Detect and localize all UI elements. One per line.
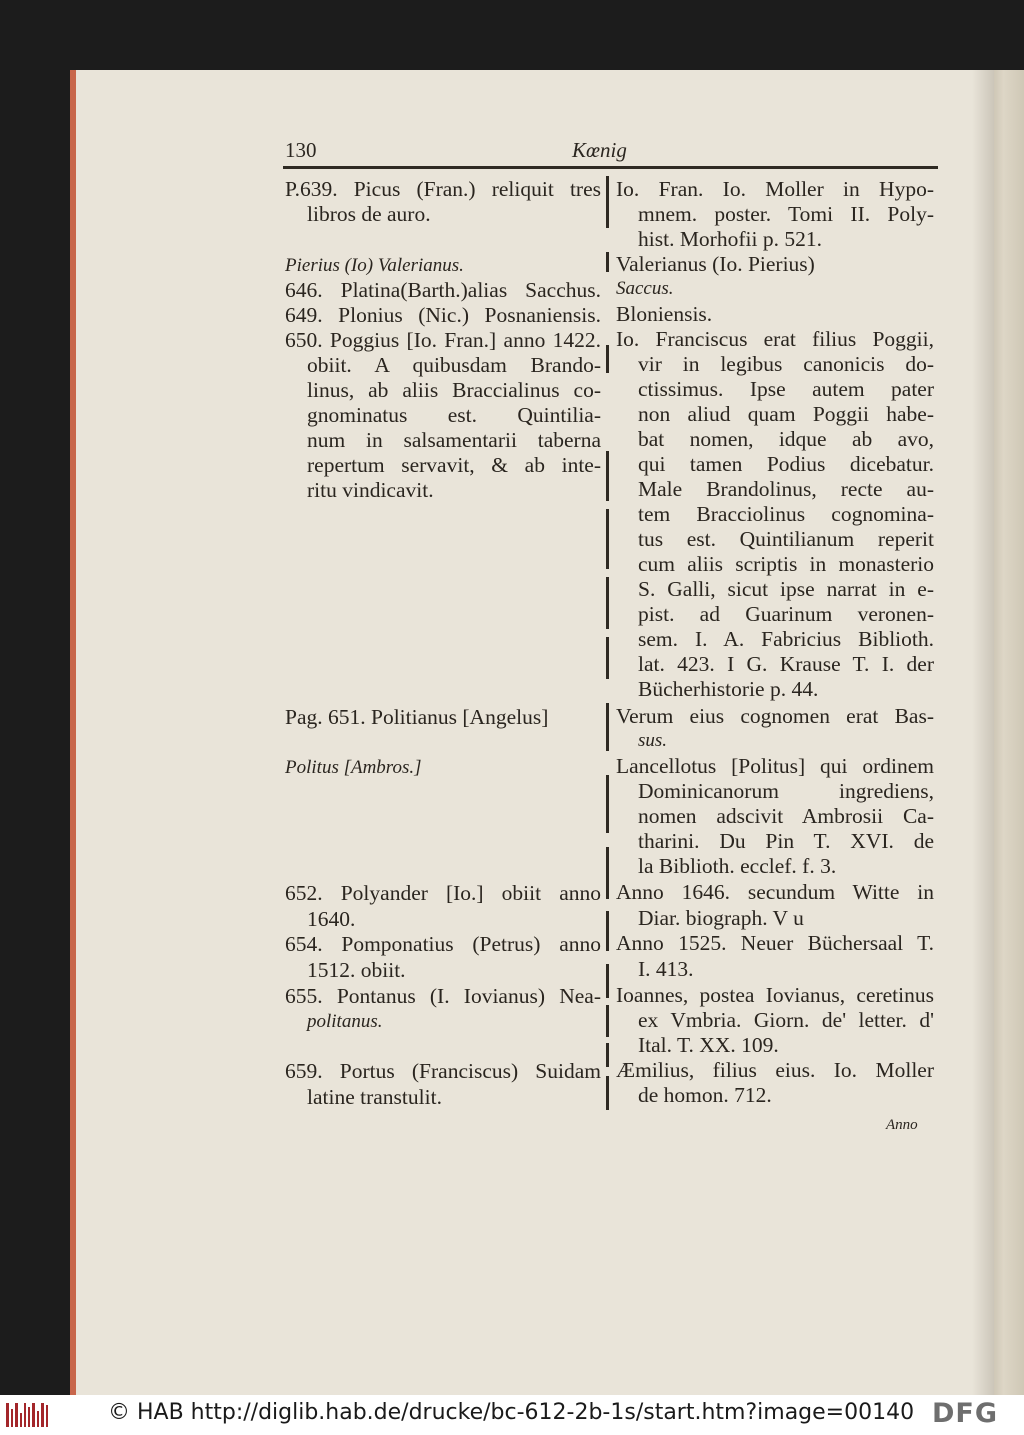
text-line: 654. Pomponatius (Petrus) anno [285,932,601,956]
text-line: ritu vindicavit. [307,478,434,502]
text-line: sem. I. A. Fabricius Biblioth. [638,627,934,651]
catchword: Anno [886,1117,918,1133]
text-line: Io. Franciscus erat filius Poggii, [616,327,934,351]
text-line: 1640. [307,907,356,931]
text-line: tharini. Du Pin T. XVI. de [638,829,934,853]
text-line: num in salsamentarii taberna [307,428,601,452]
column-divider [606,509,609,569]
text-line: Pierius (Io) Valerianus. [285,255,464,276]
text-line: obiit. A quibusdam Brando- [307,353,601,377]
text-line: I. 413. [638,957,694,981]
text-line: mnem. poster. Tomi II. Poly- [638,202,934,226]
column-divider [606,252,609,272]
text-line: Pag. 651. Politianus [Angelus] [285,705,549,729]
text-line: ex Vmbria. Giorn. de' letter. d' [638,1008,934,1032]
page-gutter-shadow [972,70,994,1395]
text-line: politanus. [307,1011,383,1032]
viewer-footer [0,1395,1024,1435]
text-line: 1512. obiit. [307,958,406,982]
text-line: latine transtulit. [307,1085,442,1109]
text-line: S. Galli, sicut ipse narrat in e- [638,577,934,601]
text-line: tem Bracciolinus cognomina- [638,502,934,526]
text-line: linus, ab aliis Braccialinus co- [307,378,601,402]
text-line: P.639. Picus (Fran.) reliquit tres [285,177,601,201]
text-line: repertum servavit, & ab inte- [307,453,601,477]
text-line: Ital. T. XX. 109. [638,1033,779,1057]
adjacent-page-edge [990,70,1024,1395]
text-line: hist. Morhofii p. 521. [638,227,822,251]
text-line: Anno 1525. Neuer Büchersaal T. [616,931,934,955]
column-divider [606,577,609,629]
text-line: Verum eius cognomen erat Bas- [616,704,934,728]
text-line: Dominicanorum ingrediens, [638,779,934,803]
text-line: Male Brandolinus, recte au- [638,477,934,501]
text-line: qui tamen Podius dicebatur. [638,452,934,476]
text-line: vir in legibus canonicis do- [638,352,934,376]
text-line: Ioannes, postea Iovianus, ceretinus [616,983,934,1007]
column-divider [606,1005,609,1037]
source-link[interactable]: © HAB http://diglib.hab.de/drucke/bc-612-2b-1s/start.htm?image=00140 [108,1400,915,1425]
running-head [285,138,935,164]
column-divider [606,964,609,998]
text-line: Valerianus (Io. Pierius) [616,252,815,276]
running-title: Kœnig [572,138,627,162]
text-line: non aliud quam Poggii habe- [638,402,934,426]
column-divider [606,451,609,501]
column-divider [606,1076,609,1110]
column-divider [606,345,609,373]
text-line: 649. Plonius (Nic.) Posnaniensis. [285,303,601,327]
text-line: libros de auro. [307,202,431,226]
text-line: ctissimus. Ipse autem pater [638,377,934,401]
dfg-logo: DFG [932,1398,999,1429]
text-line: gnominatus est. Quintilia- [307,403,601,427]
column-divider [606,637,609,679]
header-rule [283,166,938,169]
text-line: 646. Platina(Barth.)alias Sacchus. [285,278,601,302]
text-line: de homon. 712. [638,1083,772,1107]
text-line: Saccus. [616,278,674,299]
text-line: nomen adscivit Ambrosii Ca- [638,804,934,828]
hab-logo-icon [6,1403,48,1427]
column-divider [606,911,609,951]
text-line: pist. ad Guarinum veronen- [638,602,934,626]
text-line: 652. Polyander [Io.] obiit anno [285,881,601,905]
text-line: 655. Pontanus (I. Iovianus) Nea- [285,984,601,1008]
text-line: Diar. biograph. V u [638,906,804,930]
text-line: Æmilius, filius eius. Io. Moller [616,1058,934,1082]
text-line: lat. 423. I G. Krause T. I. der [638,652,934,676]
text-line: Anno 1646. secundum Witte in [616,880,934,904]
column-divider [606,176,609,228]
text-line: sus. [638,730,668,751]
text-line: bat nomen, idque ab avo, [638,427,934,451]
text-line: Io. Fran. Io. Moller in Hypo- [616,177,934,201]
text-line: 659. Portus (Franciscus) Suidam [285,1059,601,1083]
text-line: Bloniensis. [616,302,713,326]
page-number: 130 [285,138,317,162]
text-line: Politus [Ambros.] [285,757,422,778]
text-line: Lancellotus [Politus] qui ordinem [616,754,934,778]
text-line: Bücherhistorie p. 44. [638,677,819,701]
column-divider [606,775,609,833]
text-line: tus est. Quintilianum reperit [638,527,934,551]
text-line: la Biblioth. ecclef. f. 3. [638,854,837,878]
text-line: 650. Poggius [Io. Fran.] anno 1422. [285,328,601,352]
column-divider [606,703,609,751]
column-divider [606,847,609,899]
column-divider [606,1043,609,1067]
text-line: cum aliis scriptis in monasterio [638,552,934,576]
